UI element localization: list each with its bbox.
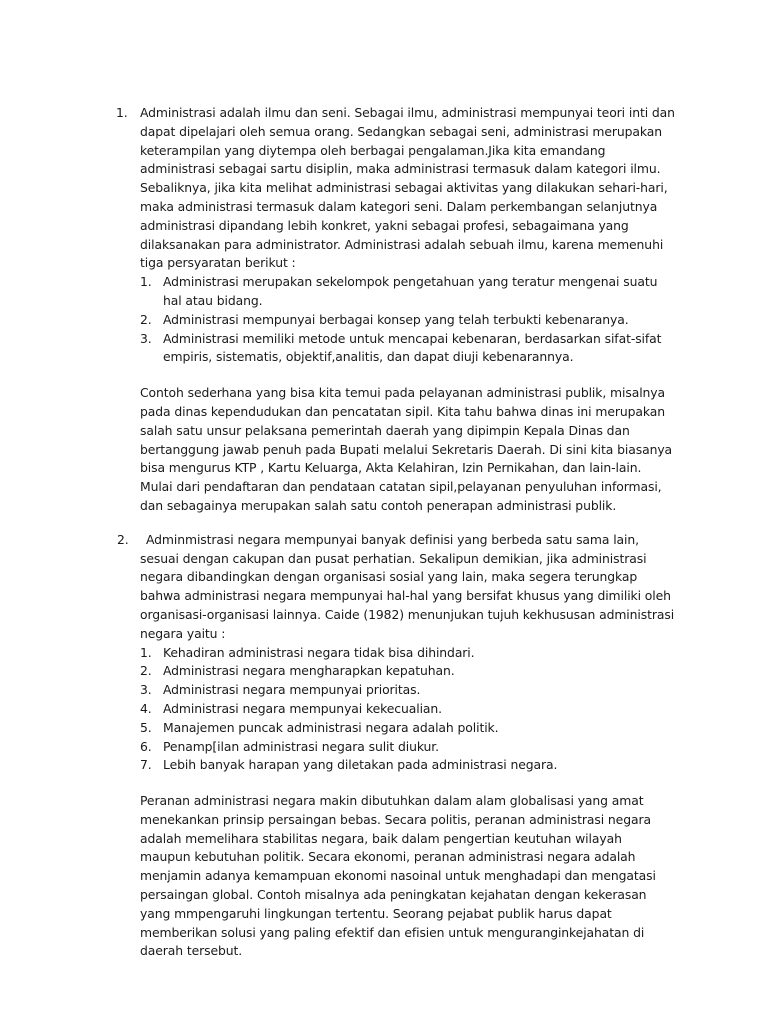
list-item-number: 1. — [140, 644, 152, 660]
section-number: 2. — [117, 531, 129, 547]
list-item — [140, 662, 676, 681]
list-item-number: 3. — [140, 330, 152, 346]
list-item — [140, 330, 676, 368]
list-item — [140, 681, 676, 700]
list-item-text: Kehadiran administrasi negara tidak bisa dihindari. — [163, 644, 475, 660]
list-item-number: 1. — [140, 274, 152, 290]
list-item-number: 2. — [140, 663, 152, 679]
list-item — [140, 644, 676, 663]
list-item-text: Administrasi negara mempunyai kekecualian. — [163, 700, 443, 716]
list-item-text: Administrasi negara mempunyai prioritas. — [163, 682, 421, 698]
list-item — [140, 756, 676, 775]
list-item — [140, 311, 676, 330]
specifics-list — [140, 644, 676, 776]
list-item — [140, 700, 676, 719]
list-item — [140, 719, 676, 738]
section-intro: Administrasi adalah ilmu dan seni. Sebagai ilmu, administrasi mempunyai teori inti dan dapat dipelajari oleh semua orang. Sedangkan sebagai seni, administrasi merupakan keterampilan yang diytempa oleh berbagai pengalaman.Jika kita emandang administrasi sebagai sartu disiplin, maka administrasi termasuk dalam kategori ilmu. Sebaliknya, jika kita melihat administrasi sebagai aktivitas yang dilakukan sehari-hari, maka administrasi termasuk dalam kategori seni. Dalam perkembangan selanjutnya administrasi dipandang lebih konkret, yakni sebagai profesi, sebagaimana yang dilaksanakan para administrator. Administrasi adalah sebuah ilmu, karena memenuhi tiga persyaratan berikut : — [140, 105, 675, 271]
section-2 — [116, 531, 676, 962]
list-item-number: 6. — [140, 738, 152, 754]
section-intro-text: Adminmistrasi negara mempunyai banyak definisi yang berbeda satu sama lain, sesuai dengan cakupan dan pusat perhatian. Sekalipun demikian, jika administrasi negara dibandingkan dengan organisasi sosial yang lain, maka segera terungkap bahwa administrasi negara mempunyai hal-hal yang bersifat khusus yang dimiliki oleh organisasi-organisasi lainnya. Caide (1982) menunjukan tujuh kekhususan administrasi negara yaitu : — [140, 531, 675, 641]
section-intro — [140, 531, 676, 644]
list-item-text: Administrasi mempunyai berbagai konsep yang telah terbukti kebenaranya. — [163, 311, 629, 327]
list-item-text: Manajemen puncak administrasi negara adalah politik. — [163, 719, 499, 735]
list-item — [140, 273, 676, 311]
criteria-list — [140, 273, 676, 367]
section-closing-paragraph: Peranan administrasi negara makin dibutuhkan dalam alam globalisasi yang amat menekankan prinsip persaingan bebas. Secara politis, peranan administrasi negara adalah memelihara stabilitas negara, baik dalam pengertian keutuhan wilayah maupun kebutuhan politik. Secara ekonomi, peranan administrasi negara adalah menjamin adanya kemampuan ekonomi nasoinal untuk menghadapi dan mengatasi persaingan global. Contoh misalnya ada peningkatan kejahatan dengan kekerasan yang mmpengaruhi lingkungan tertentu. Seorang pejabat publik harus dapat memberikan solusi yang paling efektif dan efisien untuk menguranginkejahatan di daerah tersebut. — [140, 793, 656, 959]
section-closing-paragraph: Contoh sederhana yang bisa kita temui pada pelayanan administrasi publik, misalnya pada dinas kependudukan dan pencatatan sipil. Kita tahu bahwa dinas ini merupakan salah satu unsur pelaksana pemerintah daerah yang dipimpin Kepala Dinas dan bertanggung jawab penuh pada Bupati melalui Sekretaris Daerah. Di sini kita biasanya bisa mengurus KTP , Kartu Keluarga, Akta Kelahiran, Izin Pernikahan, dan lain-lain. Mulai dari pendaftaran dan pendataan catatan sipil,pelayanan penyuluhan informasi, dan sebagainya merupakan salah satu contoh penerapan administrasi publik. — [140, 385, 673, 513]
section-number: 1. — [116, 105, 128, 120]
list-item-number: 3. — [140, 682, 152, 698]
list-item — [140, 738, 676, 757]
list-item-text: Administrasi memiliki metode untuk mencapai kebenaran, berdasarkan sifat-sifat empiris, sistematis, objektif,analitis, dan dapat diuji kebenarannya. — [163, 330, 662, 365]
list-item-text: Administrasi merupakan sekelompok pengetahuan yang teratur mengenai suatu hal atau bidang. — [163, 274, 658, 308]
section-1 — [116, 104, 676, 516]
list-item-number: 7. — [140, 757, 152, 773]
list-item-number: 4. — [140, 700, 152, 716]
list-item-text: Penamp[ilan administrasi negara sulit diukur. — [163, 738, 439, 754]
list-item-number: 5. — [140, 719, 152, 735]
list-item-text: Administrasi negara mengharapkan kepatuhan. — [163, 663, 455, 679]
list-item-text: Lebih banyak harapan yang diletakan pada administrasi negara. — [163, 757, 558, 773]
list-item-number: 2. — [140, 311, 152, 327]
document-body — [116, 104, 676, 961]
